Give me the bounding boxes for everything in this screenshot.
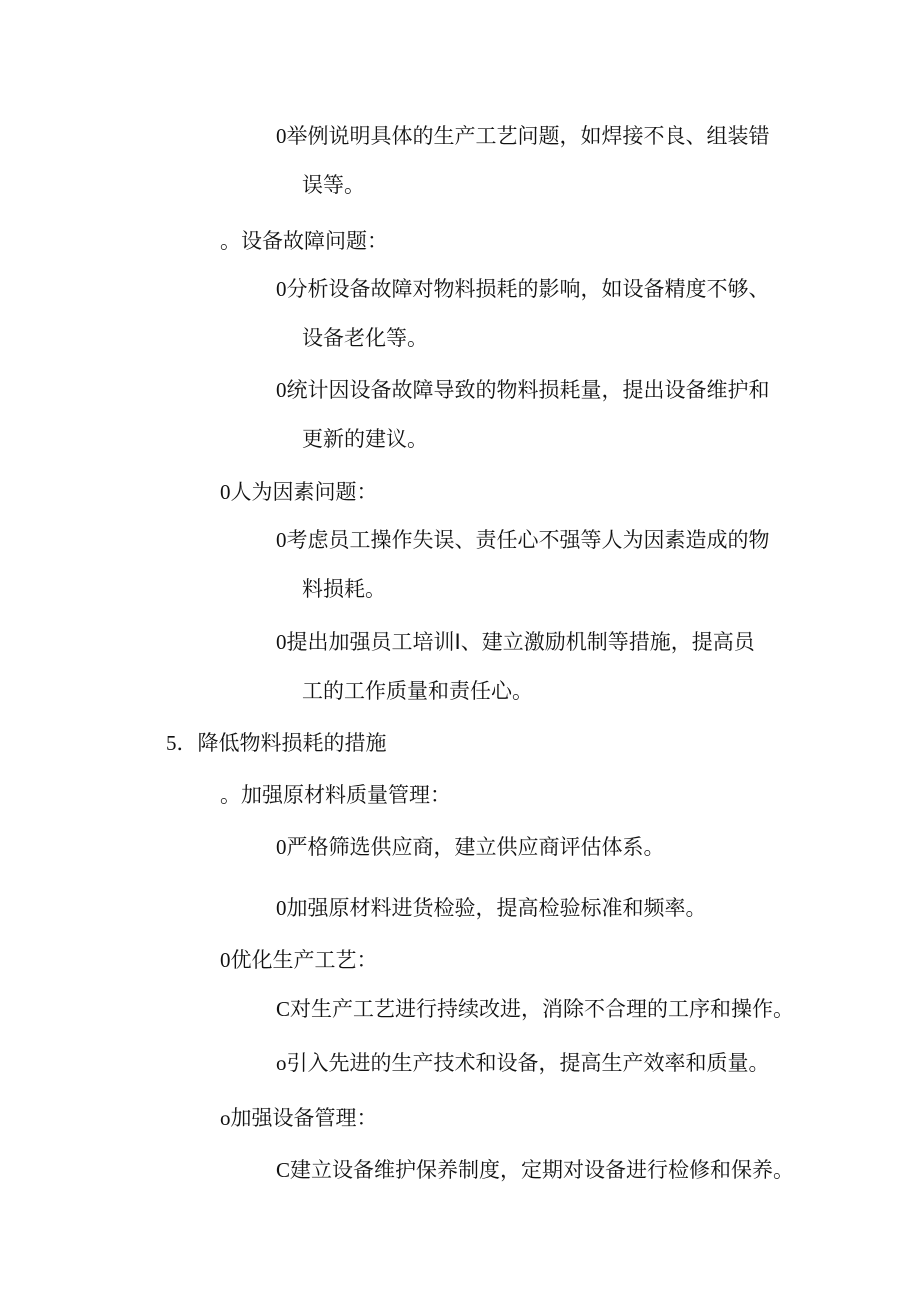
bullet-marker: 。	[220, 229, 241, 253]
bullet-text: 建立设备维护保养制度，定期对设备进行检修和保养。	[290, 1158, 795, 1182]
bullet-marker: o	[220, 1106, 231, 1130]
bullet-item	[276, 375, 770, 405]
continuation-line	[302, 424, 428, 454]
bullet-text: 更新的建议。	[302, 427, 428, 451]
bullet-marker: 0	[220, 480, 231, 504]
bullet-text: 提出加强员工培训I、建立激励机制等措施，提高员	[286, 630, 755, 654]
bullet-text: 引入先进的生产技术和设备，提高生产效率和质量。	[286, 1051, 770, 1075]
bullet-marker: 0	[276, 528, 287, 552]
bullet-text: 设备老化等。	[302, 326, 428, 350]
bullet-item	[276, 274, 770, 304]
bullet-item	[276, 994, 794, 1024]
sub-heading	[220, 477, 378, 507]
section-title: ．降低物料损耗的措施	[176, 731, 387, 755]
bullet-item	[276, 893, 707, 923]
bullet-marker: 0	[276, 277, 287, 301]
bullet-marker: 0	[276, 378, 287, 402]
bullet-text: 考虑员工操作失误、责任心不强等人为因素造成的物	[286, 528, 770, 552]
bullet-item	[276, 1048, 770, 1078]
bullet-marker: 0	[276, 896, 287, 920]
bullet-text: 工的工作质量和责任心。	[302, 679, 533, 703]
sub-heading	[220, 780, 451, 810]
continuation-line	[302, 323, 428, 353]
sub-heading-text: 加强设备管理：	[230, 1106, 378, 1130]
bullet-text: 误等。	[302, 173, 365, 197]
bullet-text: 对生产工艺进行持续改进，消除不合理的工序和操作。	[290, 997, 795, 1021]
sub-heading	[220, 226, 388, 256]
continuation-line	[302, 170, 365, 200]
bullet-item	[276, 832, 665, 862]
bullet-item	[276, 1155, 794, 1185]
sub-heading-text: 加强原材料质量管理：	[241, 783, 451, 807]
continuation-line	[302, 574, 386, 604]
bullet-marker: 0	[276, 835, 287, 859]
sub-heading-text: 设备故障问题：	[241, 229, 388, 253]
bullet-marker: C	[276, 1158, 291, 1182]
bullet-text: 举例说明具体的生产工艺问题，如焊接不良、组装错	[286, 124, 770, 148]
bullet-text: 加强原材料进货检验，提高检验标准和频率。	[286, 896, 707, 920]
bullet-text: 严格筛选供应商，建立供应商评估体系。	[286, 835, 665, 859]
section-number: 5	[166, 731, 177, 755]
bullet-marker: 0	[276, 630, 287, 654]
bullet-marker: C	[276, 997, 291, 1021]
bullet-item	[276, 121, 770, 151]
section-heading	[166, 728, 387, 758]
sub-heading-text: 优化生产工艺：	[230, 948, 378, 972]
bullet-marker: 0	[276, 124, 287, 148]
bullet-marker: 0	[220, 948, 231, 972]
bullet-marker: o	[276, 1051, 287, 1075]
bullet-marker: 。	[220, 783, 241, 807]
sub-heading	[220, 945, 378, 975]
sub-heading	[220, 1103, 378, 1133]
bullet-item	[276, 525, 770, 555]
continuation-line	[302, 676, 533, 706]
bullet-text: 料损耗。	[302, 577, 386, 601]
bullet-item	[276, 627, 755, 657]
bullet-text: 统计因设备故障导致的物料损耗量，提出设备维护和	[286, 378, 770, 402]
sub-heading-text: 人为因素问题：	[230, 480, 378, 504]
bullet-text: 分析设备故障对物料损耗的影响，如设备精度不够、	[286, 277, 770, 301]
